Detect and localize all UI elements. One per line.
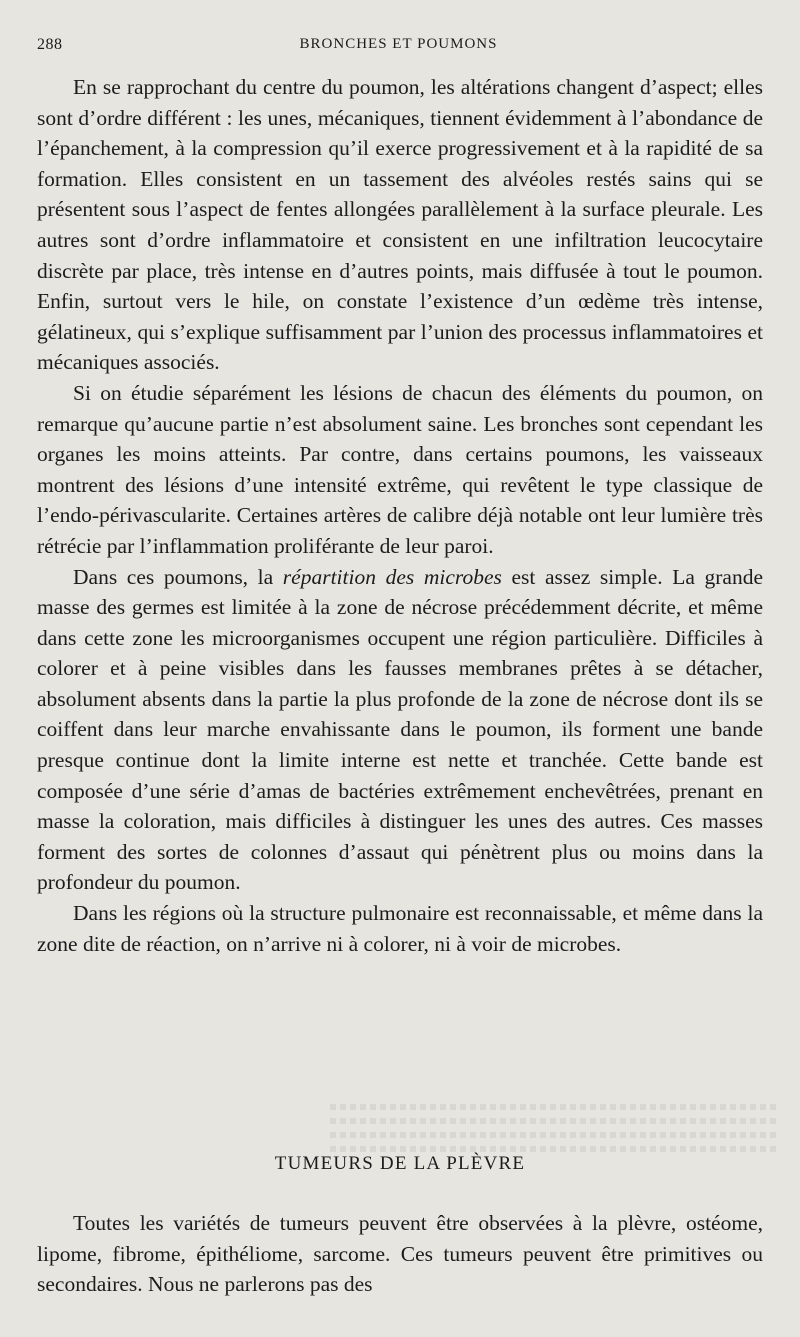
page-header	[37, 36, 760, 58]
paragraph-altérations	[37, 72, 763, 378]
page-number: 288	[37, 36, 63, 53]
paragraph-text: En se rapprochant du centre du poumon, les altérations changent d’aspect; elles sont d’ordre différent : les unes, mécaniques, tiennent évidemment à l’abondance de l’épanchement, à la compression qu’il exerce progressivement et à la rapidité de sa formation. Elles consistent en un tassement des alvéoles restés sains qui se présentent sous l’aspect de fentes allongées parallèlement à la surface pleurale. Les autres sont d’ordre inflammatoire et consistent en une infiltration leucocytaire discrète par place, très intense en d’autres points, mais diffusée à tout le poumon. Enfin, surtout vers le hile, on constate l’existence d’un œdème très intense, gélatineux, qui s’explique suffisamment par l’union des processus inflammatoires et mécaniques associés.	[37, 75, 763, 375]
body-text	[37, 72, 763, 959]
paragraph-text-rest: est assez simple. La grande masse des germes est limitée à la zone de nécrose précédemment décrite, et même dans cette zone les microorganismes occupent une région particulière. Difficiles à colorer et à peine visibles dans les fausses membranes prêtes à se détacher, absolument absents dans la partie la plus profonde de la zone de nécrose dont ils se coiffent dans leur marche envahissante dans le poumon, ils forment une bande presque continue dont la limite interne est nette et tranchée. Cette bande est composée d’une série d’amas de bactéries extrêmement enchevêtrées, prenant en masse la coloration, mais difficiles à distinguer les unes des autres. Ces masses forment des sortes de colonnes d’assaut qui pénètrent plus ou moins dans la profondeur du poumon.	[37, 564, 763, 895]
paragraph-lésions	[37, 378, 763, 562]
paragraph-répartition-microbes	[37, 562, 763, 899]
paragraph-text: Dans les régions où la structure pulmonaire est reconnaissable, et même dans la zone dite de réaction, on n’arrive ni à colorer, ni à voir de microbes.	[37, 901, 763, 956]
show-through-text	[330, 1096, 780, 1196]
running-title: BRONCHES ET POUMONS	[299, 36, 498, 52]
section-body	[37, 1208, 763, 1300]
paragraph-text: Si on étudie séparément les lésions de chacun des éléments du poumon, on remarque qu’aucune partie n’est absolument saine. Les bronches sont cependant les organes les moins atteints. Par contre, dans certains poumons, les vaisseaux montrent des lésions d’une intensité extrême, qui revêtent le type classique de l’endo-périvascularite. Certaines artères de calibre déjà notable ont leur lumière très rétrécie par l’inflammation proliférante de leur paroi.	[37, 380, 763, 558]
paragraph-text-lead: Dans ces poumons, la	[73, 564, 283, 589]
italic-term: répartition des microbes	[282, 564, 502, 589]
section-heading: TUMEURS DE LA PLÈVRE	[274, 1153, 526, 1174]
paragraph-régions-reconnaissables	[37, 898, 763, 959]
paragraph-tumeurs: Toutes les variétés de tumeurs peuvent être observées à la plèvre, ostéome, lipome, fibrome, épithéliome, sarcome. Ces tumeurs peuvent être primitives ou secondaires. Nous ne parlerons pas des	[37, 1211, 763, 1297]
